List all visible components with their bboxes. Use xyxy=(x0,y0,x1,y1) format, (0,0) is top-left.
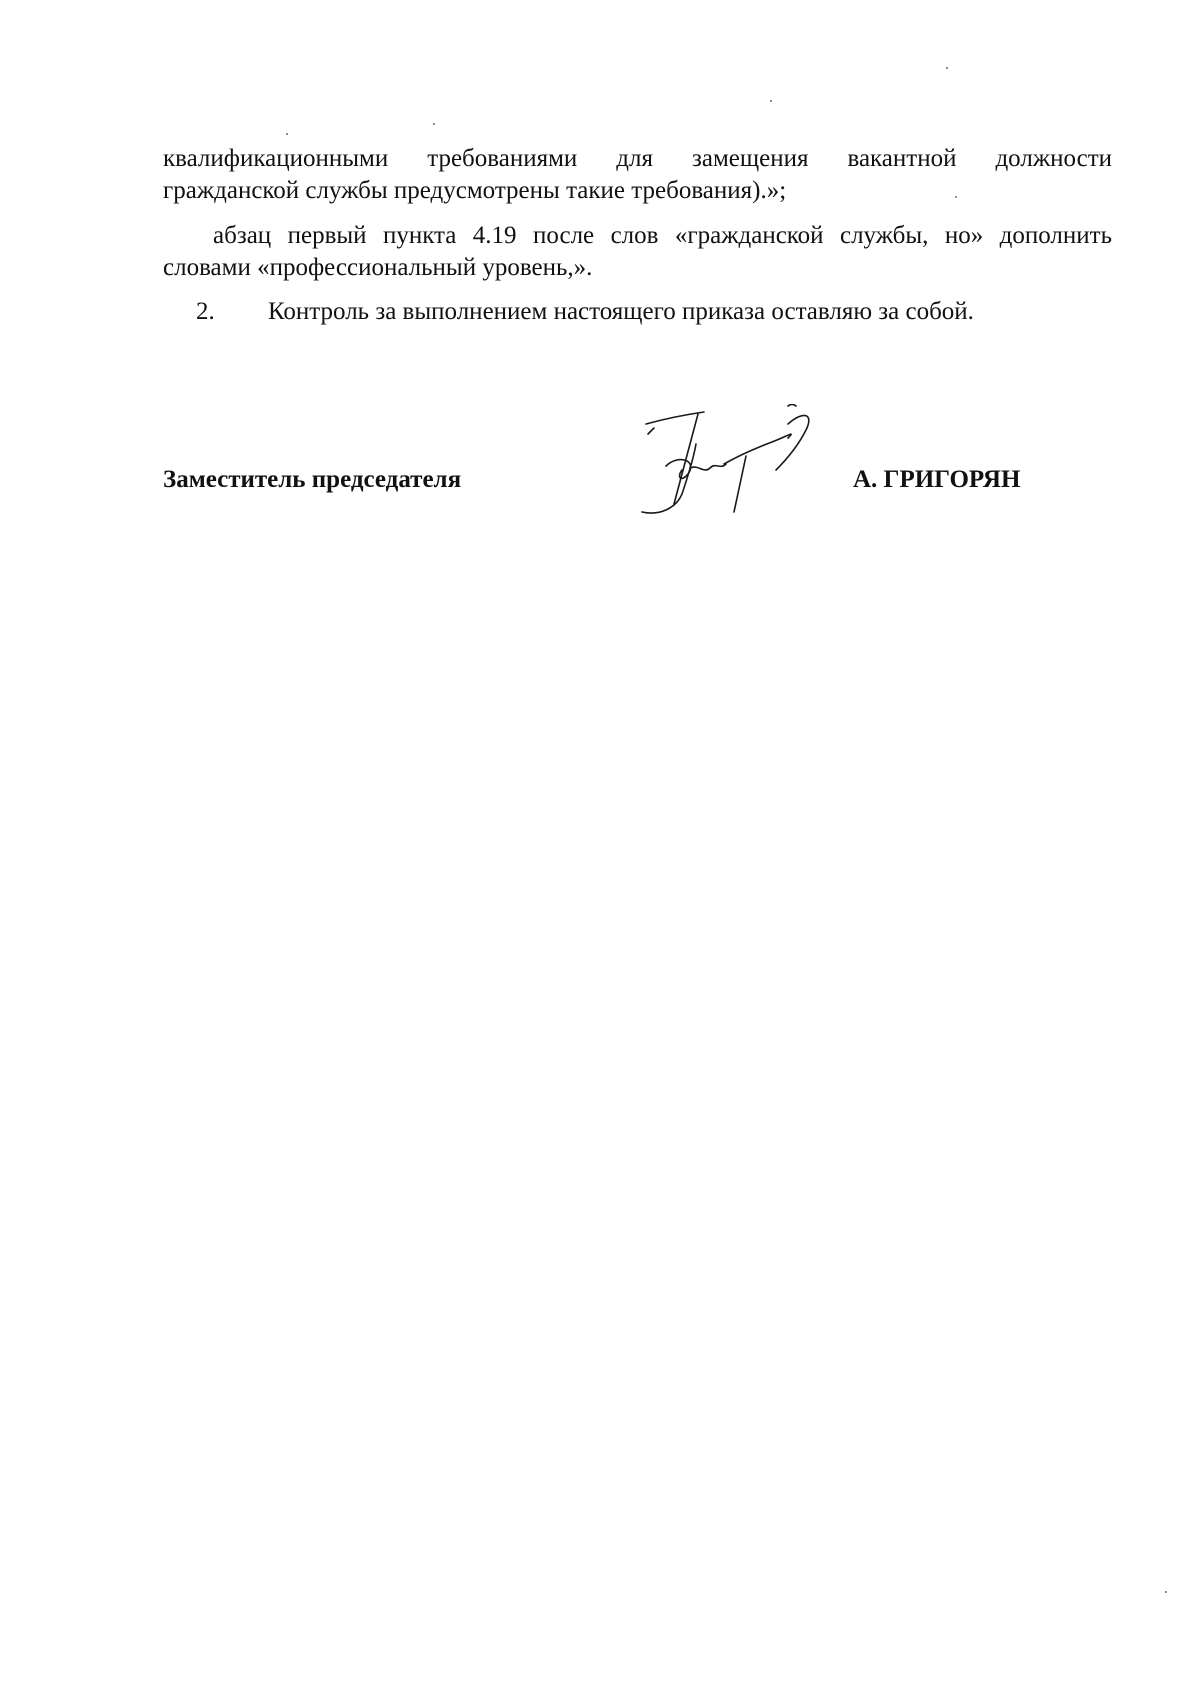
paragraph-qualification-requirements xyxy=(163,143,1112,207)
numbered-item-2 xyxy=(196,296,974,328)
paragraph-amendment-4-19 xyxy=(163,220,1112,284)
scan-speck xyxy=(433,123,435,125)
paragraph-line: квалификационными требованиями для замещения вакантной должности xyxy=(163,145,1112,172)
scan-speck xyxy=(770,100,772,102)
scan-speck xyxy=(1165,1591,1167,1593)
paragraph-line: абзац первый пункта 4.19 после слов «гражданской службы, но» дополнить xyxy=(213,222,1112,249)
item-number: 2. xyxy=(196,298,215,325)
handwritten-signature xyxy=(638,404,848,524)
scan-speck xyxy=(286,133,288,135)
scan-speck xyxy=(946,67,948,69)
paragraph-line: словами «профессиональный уровень,». xyxy=(163,254,593,281)
paragraph-line: гражданской службы предусмотрены такие требования).»; xyxy=(163,177,787,204)
signatory-name: А. ГРИГОРЯН xyxy=(853,466,1021,493)
signatory-title: Заместитель председателя xyxy=(163,466,462,493)
scan-speck xyxy=(955,196,957,198)
item-text: Контроль за выполнением настоящего приказа оставляю за собой. xyxy=(268,298,974,325)
